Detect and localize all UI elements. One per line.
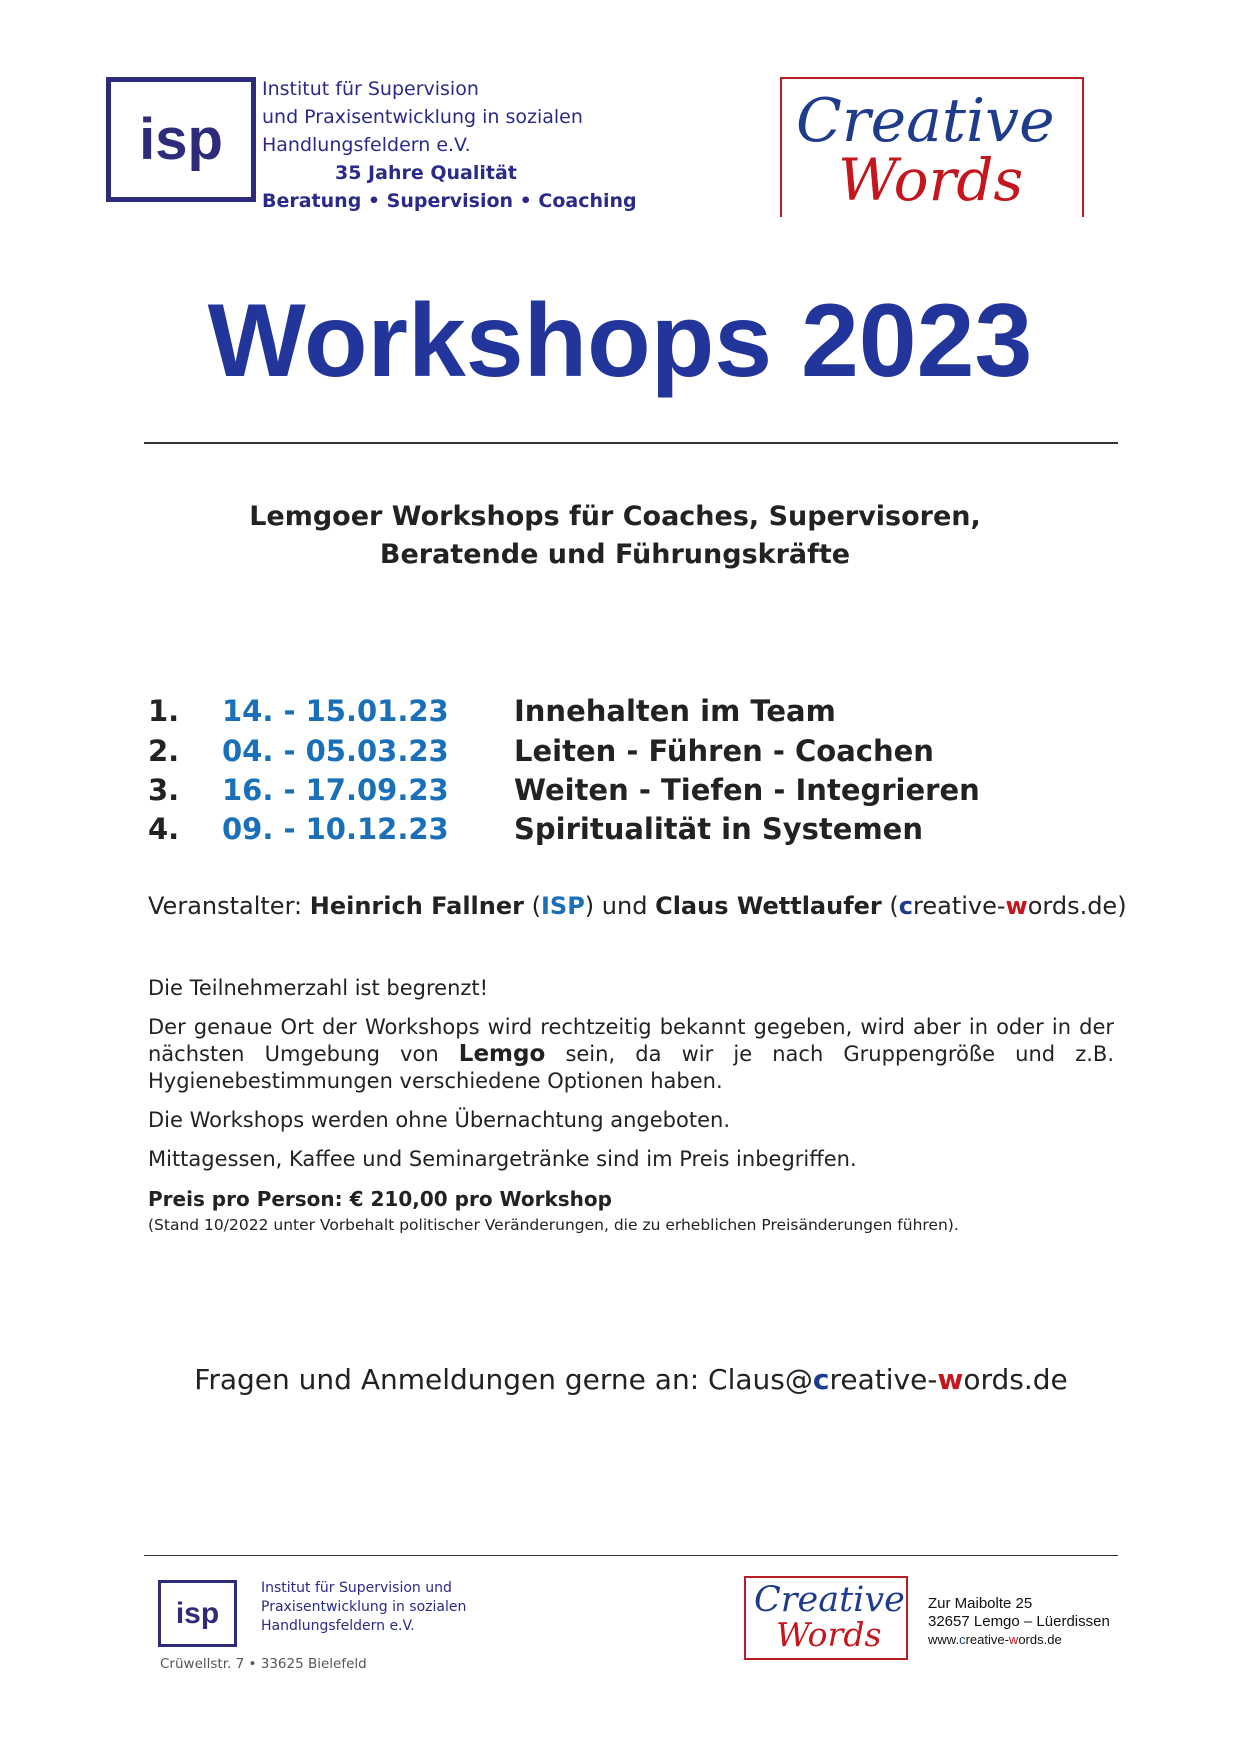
footer-cw-logo-line2: Words xyxy=(776,1615,882,1654)
isp-anniversary: 35 Jahre Qualität xyxy=(335,162,517,184)
workshop-number: 3. xyxy=(148,773,180,807)
organizer-org-2-end: ords.de xyxy=(1027,892,1118,920)
footer-isp-line-1: Institut für Supervision und xyxy=(261,1580,452,1596)
organizer-org-1: ISP xyxy=(540,892,585,920)
isp-institute-line-3: Handlungsfeldern e.V. xyxy=(262,134,471,156)
contact-line xyxy=(0,1363,1240,1396)
footer-isp-line-2: Praxisentwicklung in sozialen xyxy=(261,1599,467,1615)
contact-end: ords.de xyxy=(963,1363,1068,1396)
location-city: Lemgo xyxy=(458,1041,546,1067)
contact-c: c xyxy=(812,1363,830,1396)
isp-institute-line-1: Institut für Supervision xyxy=(262,78,479,100)
organizer-org-2-mid: reative- xyxy=(913,892,1006,920)
workshop-item xyxy=(148,731,934,771)
workshop-date: 04. - 05.03.23 xyxy=(222,734,449,768)
workshop-number: 4. xyxy=(148,812,180,846)
footer-creative-words-logo xyxy=(744,1576,908,1660)
footer-cw-address-line-1: Zur Maibolte 25 xyxy=(928,1595,1033,1612)
footer-cw-web-w: w xyxy=(1008,1632,1019,1647)
footer-isp-line-3: Handlungsfeldern e.V. xyxy=(261,1618,415,1634)
organizer-and: und xyxy=(601,892,648,920)
price: Preis pro Person: € 210,00 pro Workshop xyxy=(148,1187,612,1211)
footer-isp-institute xyxy=(261,1579,466,1636)
footer-cw-web-end: ords.de xyxy=(1018,1632,1062,1647)
contact-prefix: Fragen und Anmeldungen gerne an: Claus@ xyxy=(194,1363,813,1396)
participants-limited: Die Teilnehmerzahl ist begrenzt! xyxy=(148,976,489,1000)
footer-cw-logo-line1: Creative xyxy=(754,1580,905,1620)
isp-institute-line-2: und Praxisentwicklung in sozialen xyxy=(262,106,583,128)
subtitle-line-1: Lemgoer Workshops für Coaches, Supervisoren, xyxy=(249,501,981,532)
organizer-prefix: Veranstalter: xyxy=(148,892,310,920)
organizer-org-2-c: c xyxy=(898,892,913,920)
organizer-person-2: Claus Wettlaufer xyxy=(655,892,882,920)
organizer-person-1: Heinrich Fallner xyxy=(309,892,524,920)
workshop-item xyxy=(148,691,836,731)
footer-cw-web-mid: reative- xyxy=(965,1632,1009,1647)
footer-cw-address xyxy=(928,1595,1110,1649)
workshop-date: 09. - 10.12.23 xyxy=(222,812,449,846)
workshop-title: Leiten - Führen - Coachen xyxy=(514,734,934,768)
isp-logo-text: isp xyxy=(139,107,223,172)
workshop-title: Innehalten im Team xyxy=(514,694,836,728)
price-note: (Stand 10/2022 unter Vorbehalt politischer Veränderungen, die zu erheblichen Preisänderungen führen). xyxy=(148,1216,959,1234)
footer-cw-web-prefix: www. xyxy=(928,1632,960,1647)
creative-words-logo xyxy=(780,77,1084,217)
workshop-number: 2. xyxy=(148,734,180,768)
footer-isp-address: Crüwellstr. 7 • 33625 Bielefeld xyxy=(160,1656,367,1672)
page-title: Workshops 2023 xyxy=(207,283,1033,399)
title-divider xyxy=(144,442,1118,444)
workshop-date: 16. - 17.09.23 xyxy=(222,773,449,807)
location-paragraph xyxy=(148,1014,1114,1095)
no-overnight-note: Die Workshops werden ohne Übernachtung angeboten. xyxy=(148,1108,731,1132)
workshop-item xyxy=(148,770,980,810)
creative-words-logo-line1: Creative xyxy=(796,86,1055,156)
isp-services: Beratung • Supervision • Coaching xyxy=(262,190,637,212)
location-text-part-1: Der genaue Ort der Workshops wird rechtzeitig bekannt gegeben, wird aber in oder in der nächsten Umgebung von xyxy=(148,1015,1114,1066)
organizer-org-2-w: w xyxy=(1005,892,1028,920)
subtitle-line-2: Beratende und Führungskräfte xyxy=(379,539,851,570)
footer-isp-logo-text: isp xyxy=(175,1596,220,1630)
isp-institute-name xyxy=(262,75,642,215)
workshop-item xyxy=(148,809,923,849)
footer-cw-web-c: c xyxy=(959,1632,966,1647)
workshop-title: Spiritualität in Systemen xyxy=(514,812,923,846)
contact-w: w xyxy=(937,1363,964,1396)
location-text-part-2: sein, da wir je nach Gruppengröße und z.B. Hygienebestimmungen verschiedene Optionen haben. xyxy=(148,1042,1115,1093)
creative-words-logo-line2: Words xyxy=(838,146,1024,214)
footer-cw-website xyxy=(928,1631,1110,1649)
contact-mid: reative- xyxy=(829,1363,938,1396)
footer-isp-logo xyxy=(158,1580,237,1647)
footer-divider xyxy=(144,1555,1118,1556)
workshop-title: Weiten - Tiefen - Integrieren xyxy=(514,773,980,807)
subtitle xyxy=(0,498,1235,574)
footer-cw-address-line-2: 32657 Lemgo – Lüerdissen xyxy=(928,1613,1110,1630)
workshop-date: 14. - 15.01.23 xyxy=(222,694,449,728)
workshop-number: 1. xyxy=(148,694,180,728)
included-note: Mittagessen, Kaffee und Seminargetränke sind im Preis inbegriffen. xyxy=(148,1147,857,1171)
organizer-line: Veranstalter: Heinrich Fallner (ISP) und Claus Wettlaufer (creative-words.de) xyxy=(148,892,1127,920)
isp-logo xyxy=(106,77,256,202)
